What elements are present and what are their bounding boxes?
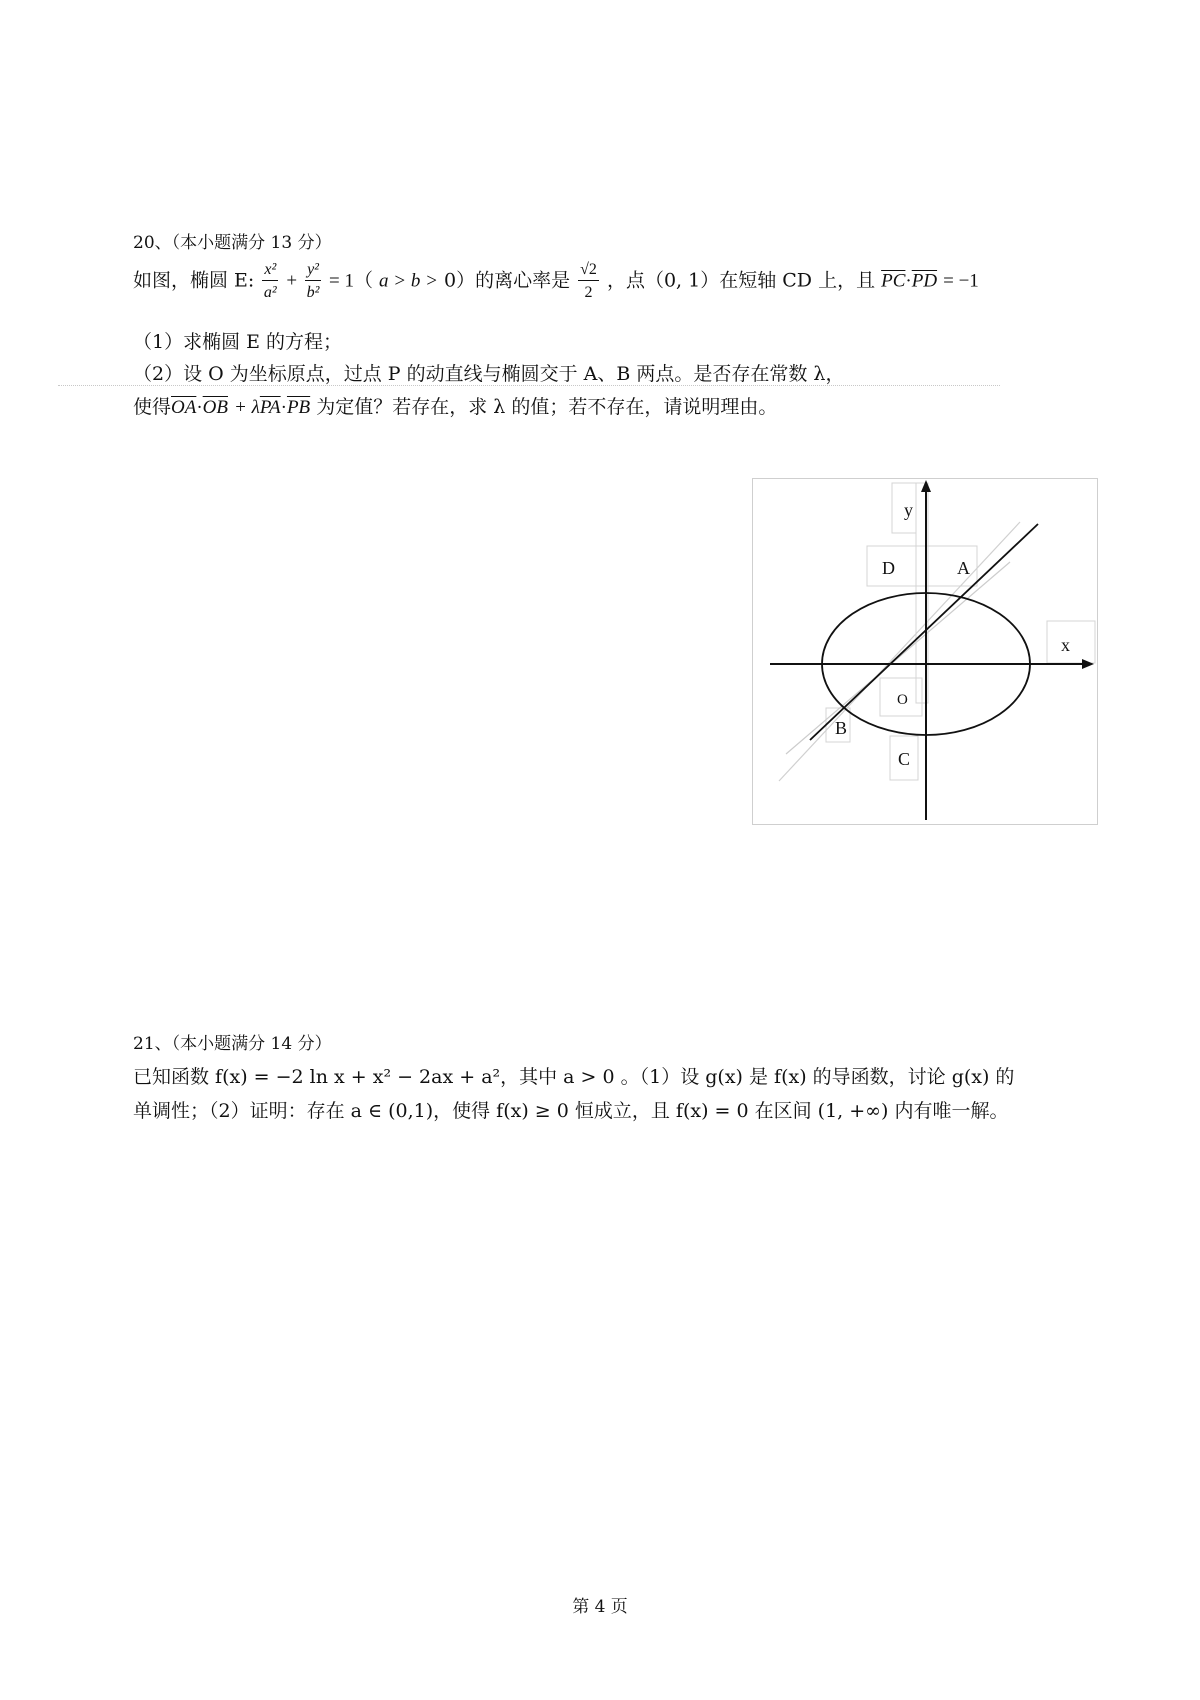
q20-prefix: 如图，椭圆 E: (133, 269, 255, 292)
q21-header: 21、（本小题满分 14 分） (133, 1034, 332, 1054)
q20-part2-cont (133, 398, 777, 417)
secant-line (810, 524, 1038, 740)
fraction-y: $\frac{\text{y²}}{\text{b²}}$ (306, 261, 320, 301)
eccentricity-fraction: $\frac{√2}{2}$ (580, 261, 597, 301)
fraction-x: $\frac{\text{x²}}{\text{a²}}$ (263, 261, 277, 301)
l4-suffix: 为定值？若存在，求 λ 的值；若不存在，请说明理由。 (316, 396, 778, 418)
vector-pd: $\overline{PD}$ (911, 270, 938, 292)
label-y: y (904, 500, 913, 520)
q21-line2: 单调性；（2）证明：存在 a ∈ (0,1)，使得 f(x) ≥ 0 恒成立，且 f(x) = 0 在区间 (1, +∞) 内有唯一解。 (133, 1100, 1009, 1122)
point-text: ，点（0, 1）在短轴 CD 上，且 (606, 269, 876, 292)
q20-statement (133, 262, 979, 301)
vector-pb: $\overline{PB}$ (286, 397, 311, 418)
ellipse-figure (752, 478, 1098, 825)
x-axis-arrow-icon (1082, 659, 1094, 669)
equation-rhs: = 1（ (329, 270, 373, 292)
dot-sign: · (905, 270, 912, 292)
dot-sign: · (196, 397, 203, 418)
label-a: A (957, 558, 970, 578)
page-number: 第 4 页 (572, 1597, 628, 1617)
dot-sign: · (280, 397, 287, 418)
eccentricity-text: 0）的离心率是 (444, 269, 571, 292)
ghost-line (779, 522, 1020, 781)
q21-line1: 已知函数 f(x) = −2 ln x + x² − 2ax + a²，其中 a > 0 。（1）设 g(x) 是 f(x) 的导函数，讨论 g(x) 的 (133, 1066, 1015, 1088)
dotted-divider (58, 385, 1000, 386)
q20-part1: （1）求椭圆 E 的方程； (133, 331, 343, 353)
label-boxes (826, 483, 1095, 780)
label-b: B (835, 718, 848, 738)
ghost-line (786, 562, 1010, 754)
l4-prefix: 使得 (133, 396, 172, 418)
label-c: C (898, 749, 911, 769)
q20-part2: （2）设 O 为坐标原点，过点 P 的动直线与椭圆交于 A、B 两点。是否存在常数 λ， (133, 363, 845, 385)
label-d: D (882, 558, 895, 578)
plus-sign: + (286, 270, 298, 292)
lambda-term: + λ (234, 397, 260, 418)
vector-ob: $\overline{OB}$ (202, 397, 228, 418)
vector-pa: $\overline{PA}$ (259, 397, 281, 418)
label-x: x (1061, 635, 1070, 655)
dot-product-value: = −1 (943, 270, 979, 292)
q20-header: 20、（本小题满分 13 分） (133, 233, 332, 253)
vector-oa: $\overline{OA}$ (171, 397, 197, 418)
y-axis-arrow-icon (921, 480, 931, 492)
condition: a > b > (379, 270, 438, 292)
vector-pc: $\overline{PC}$ (881, 270, 906, 292)
label-o: O (897, 692, 908, 708)
